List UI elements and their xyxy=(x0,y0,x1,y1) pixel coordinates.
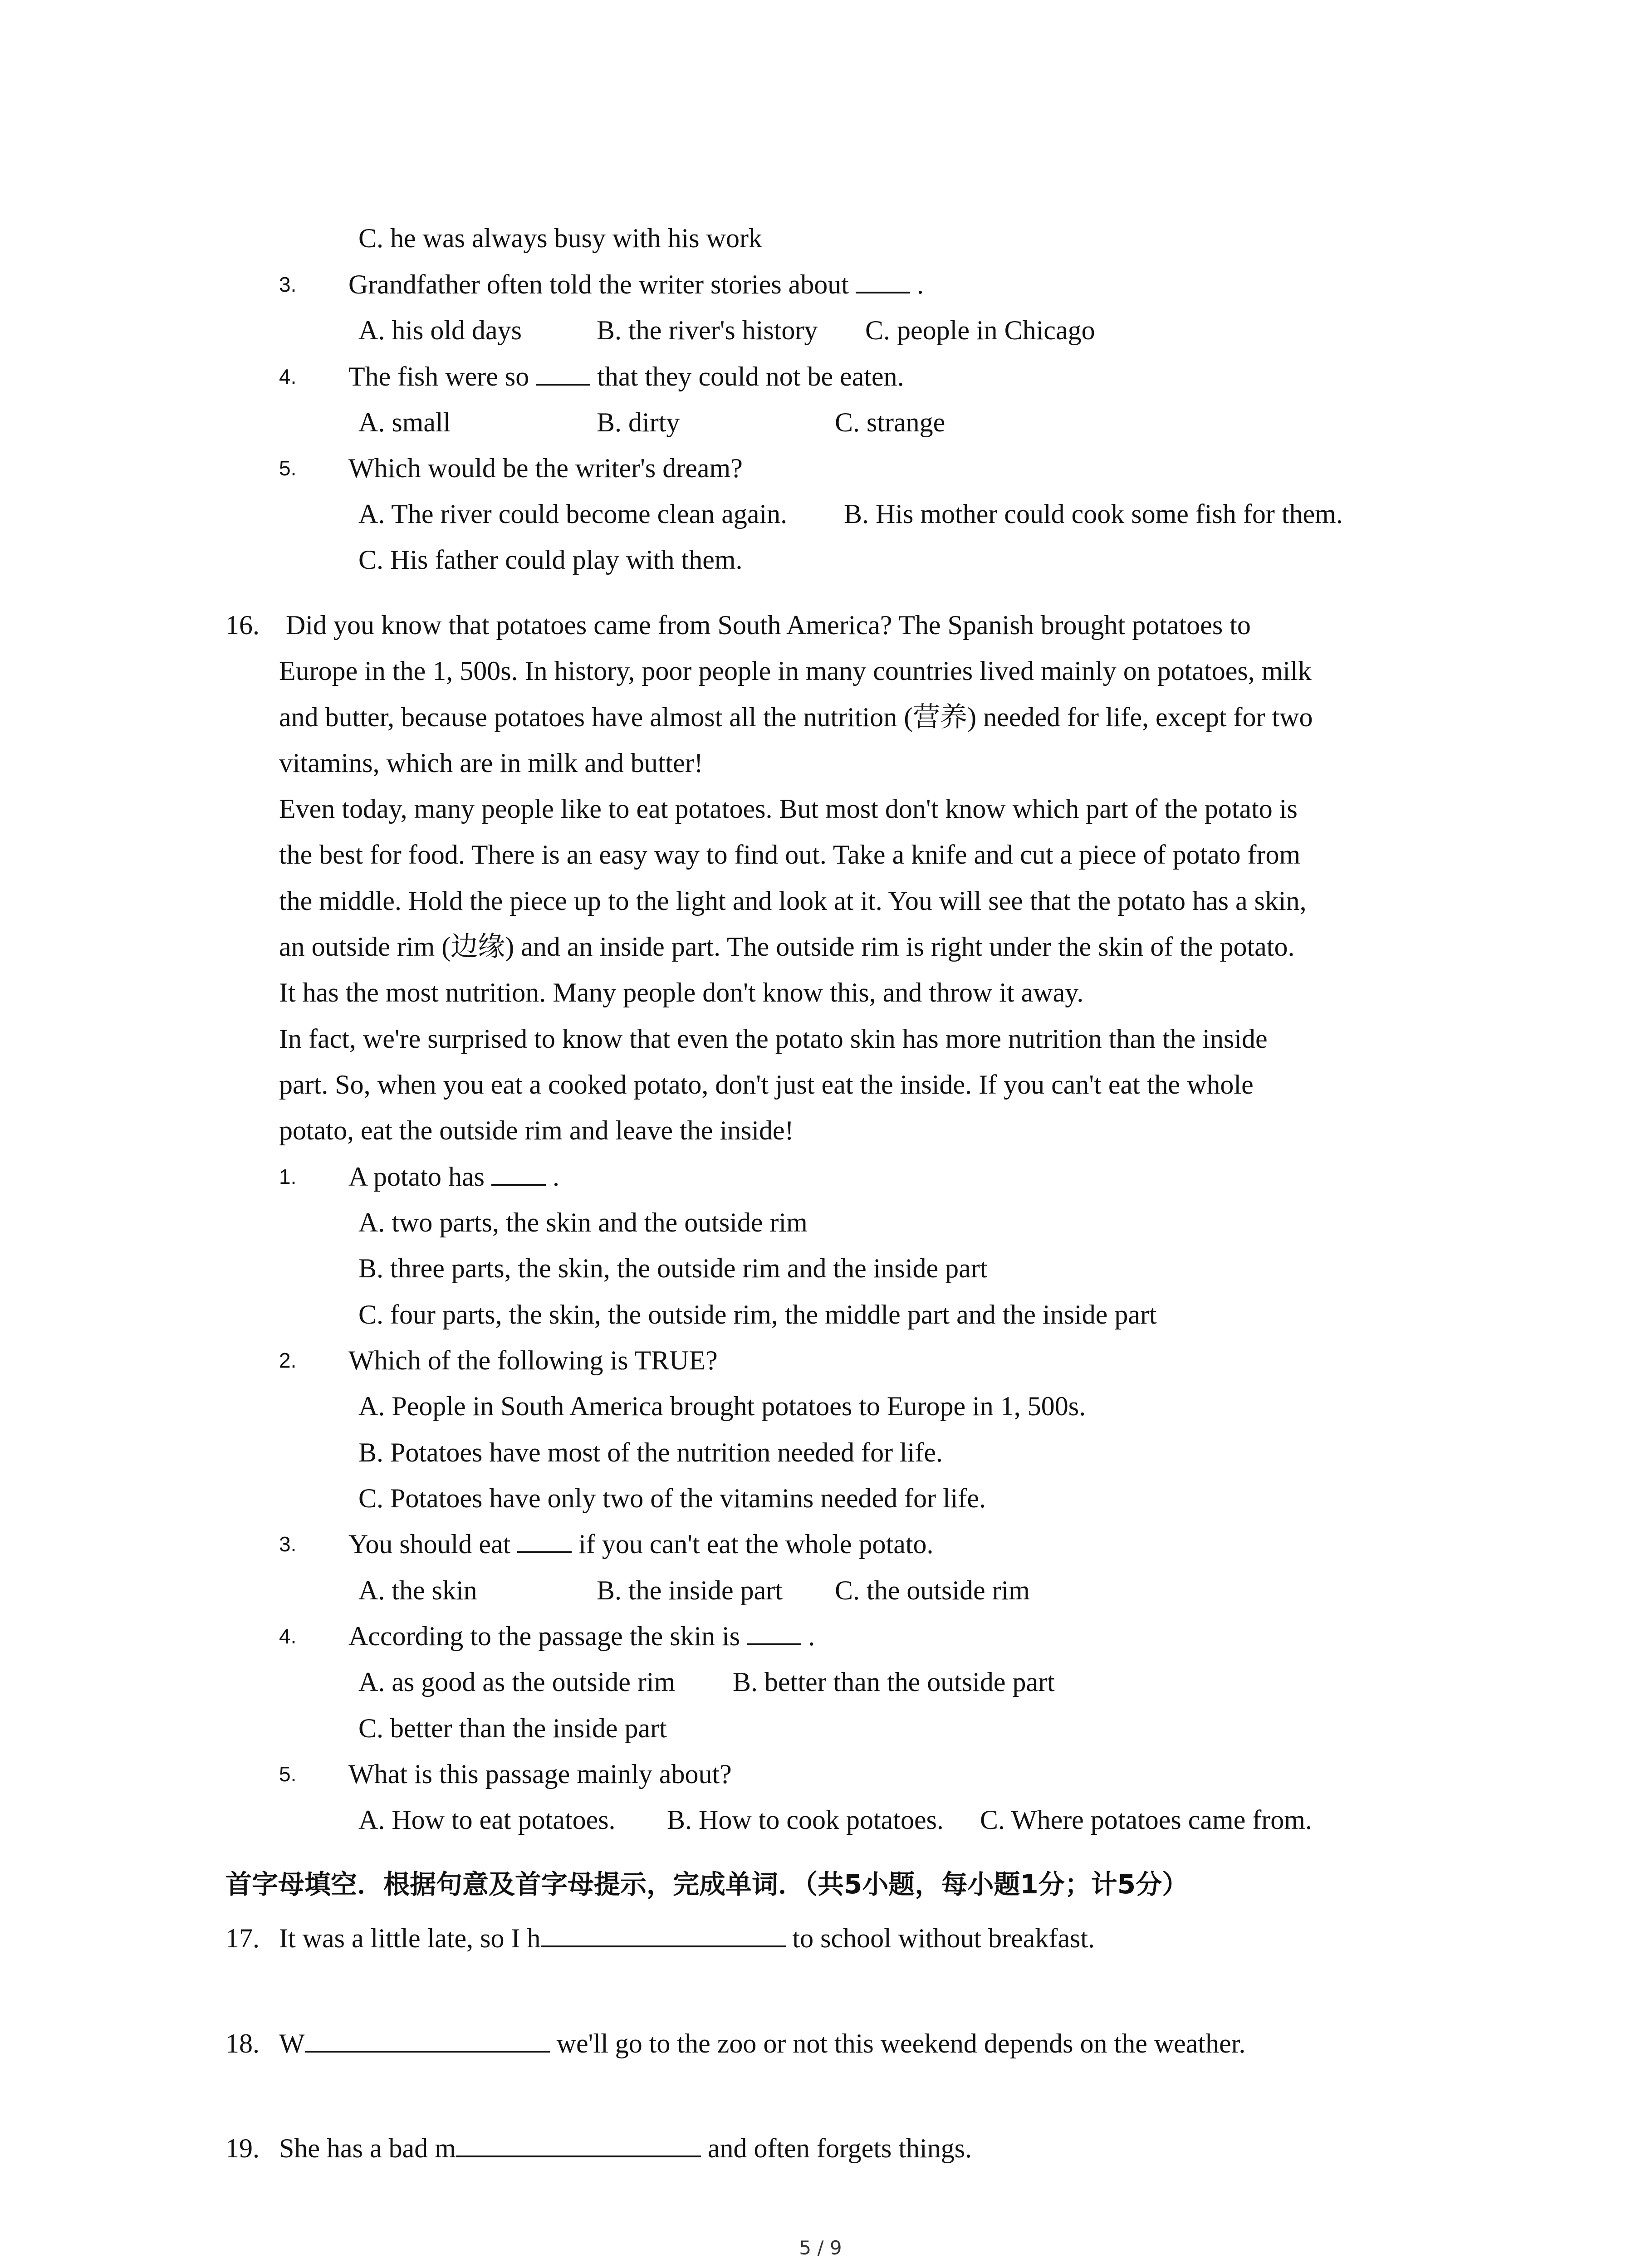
sub-question-number: 1. xyxy=(279,1165,297,1188)
option-c: C. Where potatoes came from. xyxy=(980,1805,1312,1835)
sub-question-number: 3. xyxy=(279,1532,297,1556)
option-a: A. How to eat potatoes. xyxy=(358,1805,616,1835)
option-b: B. three parts, the skin, the outside rim and the inside part xyxy=(358,1253,988,1283)
option-a: A. People in South America brought potatoes to Europe in 1, 500s. xyxy=(358,1391,1086,1421)
sub-question-stem: What is this passage mainly about? xyxy=(348,1759,732,1789)
answer-blank[interactable] xyxy=(456,2133,701,2157)
question-number: 19. xyxy=(225,2133,260,2163)
option-a: A. The river could become clean again. xyxy=(358,499,788,529)
passage-line: vitamins, which are in milk and butter! xyxy=(279,748,703,778)
passage-line: Even today, many people like to eat potatoes. But most don't know which part of the potato is xyxy=(279,794,1298,824)
option-c: C. better than the inside part xyxy=(358,1713,667,1743)
prev-item-stem: The fish were so that they could not be eaten. xyxy=(348,362,904,391)
option-c: C. the outside rim xyxy=(835,1575,1030,1605)
passage-line: and butter, because potatoes have almost all the nutrition (营养) needed for life, except for two xyxy=(279,702,1313,732)
passage-line: Did you know that potatoes came from South America? The Spanish brought potatoes to xyxy=(286,610,1251,640)
option-b: B. the inside part xyxy=(597,1575,783,1605)
option-a: A. two parts, the skin and the outside rim xyxy=(358,1207,808,1237)
option-b: B. How to cook potatoes. xyxy=(667,1805,944,1835)
answer-blank xyxy=(491,1161,546,1186)
passage-line: an outside rim (边缘) and an inside part. The outside rim is right under the skin of the potato. xyxy=(279,932,1295,962)
passage-line: Europe in the 1, 500s. In history, poor people in many countries lived mainly on potatoes, milk xyxy=(279,656,1312,686)
fill-question: W we'll go to the zoo or not this weekend depends on the weather. xyxy=(279,2028,1246,2058)
option-c: C. Potatoes have only two of the vitamins needed for life. xyxy=(358,1483,986,1513)
option-b: B. better than the outside part xyxy=(733,1667,1055,1697)
option-a: A. as good as the outside rim xyxy=(358,1667,676,1697)
passage-line: the middle. Hold the piece up to the light and look at it. You will see that the potato has a skin, xyxy=(279,886,1307,916)
option-b: B. the river's history xyxy=(597,315,818,345)
sub-question-options xyxy=(358,1574,1030,1607)
answer-blank xyxy=(536,361,590,386)
fill-question: She has a bad m and often forgets things. xyxy=(279,2133,972,2163)
sub-question-options xyxy=(358,1804,1312,1836)
question-number: 17. xyxy=(225,1923,260,1953)
answer-blank[interactable] xyxy=(305,2028,550,2053)
option-c: C. strange xyxy=(835,407,945,437)
passage-line: It has the most nutrition. Many people don't know this, and throw it away. xyxy=(279,978,1084,1007)
prev-item-options xyxy=(358,406,945,439)
prev-item-number: 5. xyxy=(279,456,297,480)
option-a: A. small xyxy=(358,407,451,437)
answer-blank[interactable] xyxy=(541,1923,786,1947)
sub-question-number: 4. xyxy=(279,1624,297,1648)
sub-question-stem: A potato has . xyxy=(348,1162,559,1192)
option-c: C. His father could play with them. xyxy=(358,545,743,575)
sub-question-options xyxy=(358,1666,1055,1698)
prev-item-stem: Grandfather often told the writer stories about . xyxy=(348,269,924,299)
prev-item-number: 3. xyxy=(279,273,297,296)
answer-blank xyxy=(747,1621,801,1645)
page-number: 5 / 9 xyxy=(799,2237,842,2259)
option-c: C. four parts, the skin, the outside rim, the middle part and the inside part xyxy=(358,1300,1157,1330)
answer-blank xyxy=(856,269,910,293)
prev-option-c: C. he was always busy with his work xyxy=(358,223,762,253)
passage-line: In fact, we're surprised to know that even the potato skin has more nutrition than the inside xyxy=(279,1024,1268,1054)
passage-line: part. So, when you eat a cooked potato, don't just eat the inside. If you can't eat the whole xyxy=(279,1070,1254,1100)
option-b: B. dirty xyxy=(597,407,680,437)
option-a: A. his old days xyxy=(358,315,522,345)
option-b: B. Potatoes have most of the nutrition needed for life. xyxy=(358,1437,943,1467)
sub-question-stem: According to the passage the skin is . xyxy=(348,1621,815,1651)
prev-item-options xyxy=(358,314,1095,347)
passage-line: the best for food. There is an easy way to find out. Take a knife and cut a piece of potato from xyxy=(279,840,1301,870)
option-b: B. His mother could cook some fish for them. xyxy=(844,499,1343,529)
fill-question: It was a little late, so I h to school without breakfast. xyxy=(279,1923,1095,1953)
option-a: A. the skin xyxy=(358,1575,477,1605)
question-number: 16. xyxy=(225,610,260,640)
answer-blank xyxy=(517,1529,572,1553)
prev-item-options xyxy=(358,498,1343,530)
sub-question-stem: Which of the following is TRUE? xyxy=(348,1345,718,1375)
prev-item-number: 4. xyxy=(279,365,297,388)
sub-question-number: 5. xyxy=(279,1762,297,1786)
option-c: C. people in Chicago xyxy=(865,315,1095,345)
sub-question-number: 2. xyxy=(279,1349,297,1372)
section-title: 首字母填空．根据句意及首字母提示，完成单词．（共5小题，每小题1分；计5分） xyxy=(225,1869,1189,1900)
sub-question-stem: You should eat if you can't eat the whole potato. xyxy=(348,1529,934,1559)
prev-item-stem: Which would be the writer's dream? xyxy=(348,453,743,483)
question-number: 18. xyxy=(225,2028,260,2058)
passage-line: potato, eat the outside rim and leave the inside! xyxy=(279,1115,794,1145)
